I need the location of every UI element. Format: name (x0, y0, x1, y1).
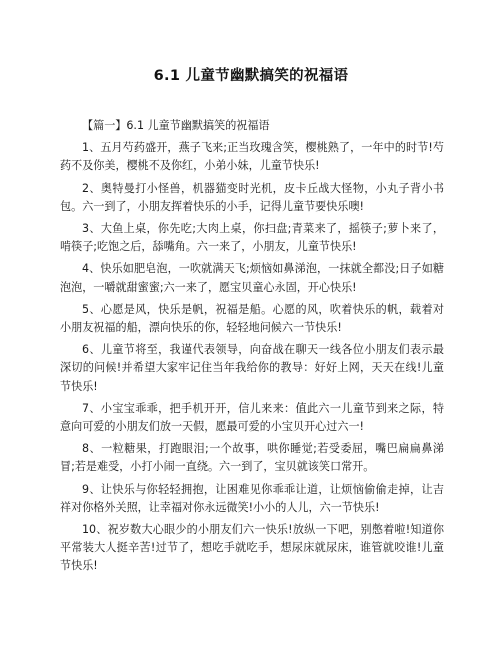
section-heading: 【篇一】6.1 儿童节幽默搞笑的祝福语 (82, 119, 270, 132)
paragraph-5: 5、心愿是风，快乐是帆，祝福是船。心愿的风，吹着快乐的帆，载着对小朋友祝福的船，漂向快乐的你，轻轻地问候六一节快乐! (60, 302, 444, 335)
paragraph-4: 4、快乐如肥皂泡，一吹就满天飞;烦恼如鼻涕泡，一抹就全都没;日子如糖泡泡，一嚼就甜蜜蜜;六一来了，愿宝贝童心永固，开心快乐! (60, 262, 444, 294)
paragraph-1: 1、五月芍药盛开，燕子飞来;正当玫瑰含笑，樱桃熟了，一年中的时节!芍药不及你美，樱桃不及你红，小弟小妹，儿童节快乐! (60, 141, 444, 173)
paragraph-3: 3、大鱼上桌，你先吃;大肉上桌，你扫盘;青菜来了，摇筷子;萝卜来了，啃筷子;吃饱之后，舔嘴角。六一来了，小朋友，儿童节快乐! (60, 222, 444, 254)
paragraph-7: 7、小宝宝乖乖，把手机开开，信儿来来：值此六一儿童节到来之际，特意向可爱的小朋友们放一天假，愿最可爱的小宝贝开心过六一! (60, 401, 444, 434)
paragraph-6: 6、儿童节将至，我谨代表领导，向奋战在聊天一线各位小朋友们表示最深切的问候!并希望大家牢记住当年我给你的教导：好好上网，天天在线!儿童节快乐! (60, 343, 444, 393)
paragraph-2: 2、奥特曼打小怪兽，机器猫变时光机，皮卡丘战大怪物，小丸子背小书包。六一到了，小朋友挥着快乐的小手，记得儿童节要快乐噢! (60, 181, 444, 213)
paragraph-8: 8、一粒糖果，打跑眼泪;一个故事，哄你睡觉;若受委屈，嘴巴扁扁鼻涕冒;若是难受，小打小闹一直绕。六一到了，宝贝就该笑口常开。 (60, 442, 444, 474)
page-title: 6.1 儿童节幽默搞笑的祝福语 (153, 68, 349, 84)
paragraph-10: 10、祝岁数大心眼少的小朋友们六一快乐!放纵一下吧，别憋着啦!知道你平常装大人挺辛苦!过节了，想吃手就吃手，想尿床就尿床，谁管就咬谁!儿童节快乐! (60, 523, 444, 573)
paragraph-9: 9、让快乐与你轻轻拥抱，让困难见你乖乖让道，让烦恼偷偷走掉，让吉祥对你格外关照，让幸福对你永远微笑!小小的人儿，六一节快乐! (60, 482, 444, 514)
document-body (60, 117, 444, 580)
